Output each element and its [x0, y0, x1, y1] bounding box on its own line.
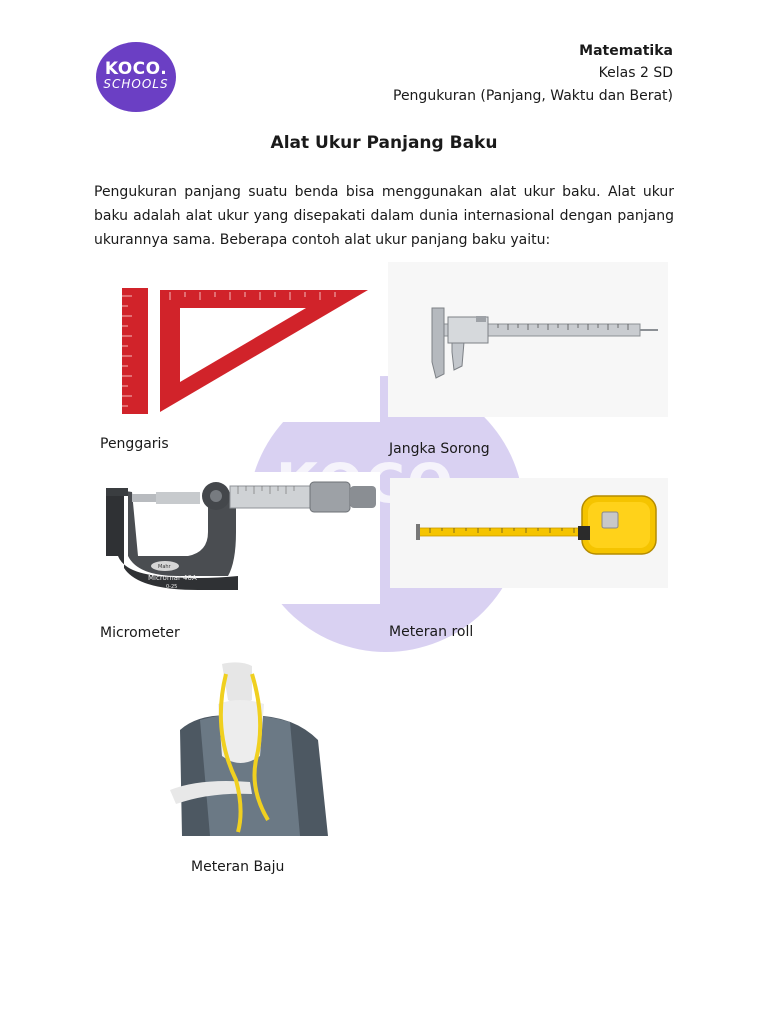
micrometer-image	[98, 472, 380, 604]
intro-paragraph: Pengukuran panjang suatu benda bisa menggunakan alat ukur baku. Alat ukur baku adalah alat ukur yang disepakati dalam dunia internasional dengan panjang ukurannya sama. Beberapa contoh alat ukur panjang baku yaitu:	[94, 184, 674, 248]
caption-penggaris: Penggaris	[100, 436, 169, 452]
header-topic: Pengukuran (Panjang, Waktu dan Berat)	[393, 88, 673, 104]
micrometer-brand: Mahr	[158, 564, 171, 570]
header-class: Kelas 2 SD	[598, 65, 673, 81]
caption-meteran-baju: Meteran Baju	[191, 859, 285, 875]
page-title: Alat Ukur Panjang Baku	[270, 133, 498, 153]
sewing-tape-mannequin-image	[140, 660, 336, 838]
tape-measure-image	[390, 478, 668, 588]
caption-meteran-roll: Meteran roll	[389, 624, 474, 640]
micrometer-range: 0-25	[166, 584, 178, 590]
koco-schools-logo	[96, 42, 176, 112]
header-subject: Matematika	[579, 43, 673, 59]
micrometer-model: Micromar 40A	[148, 574, 197, 582]
logo-sub-text: SCHOOLS	[103, 77, 169, 91]
vernier-caliper-image	[388, 262, 668, 417]
caption-jangka-sorong: Jangka Sorong	[389, 441, 490, 457]
caption-micrometer: Micrometer	[100, 625, 180, 641]
ruler-set-square-image	[110, 262, 380, 422]
logo-main-text: KOCO.	[104, 59, 168, 79]
